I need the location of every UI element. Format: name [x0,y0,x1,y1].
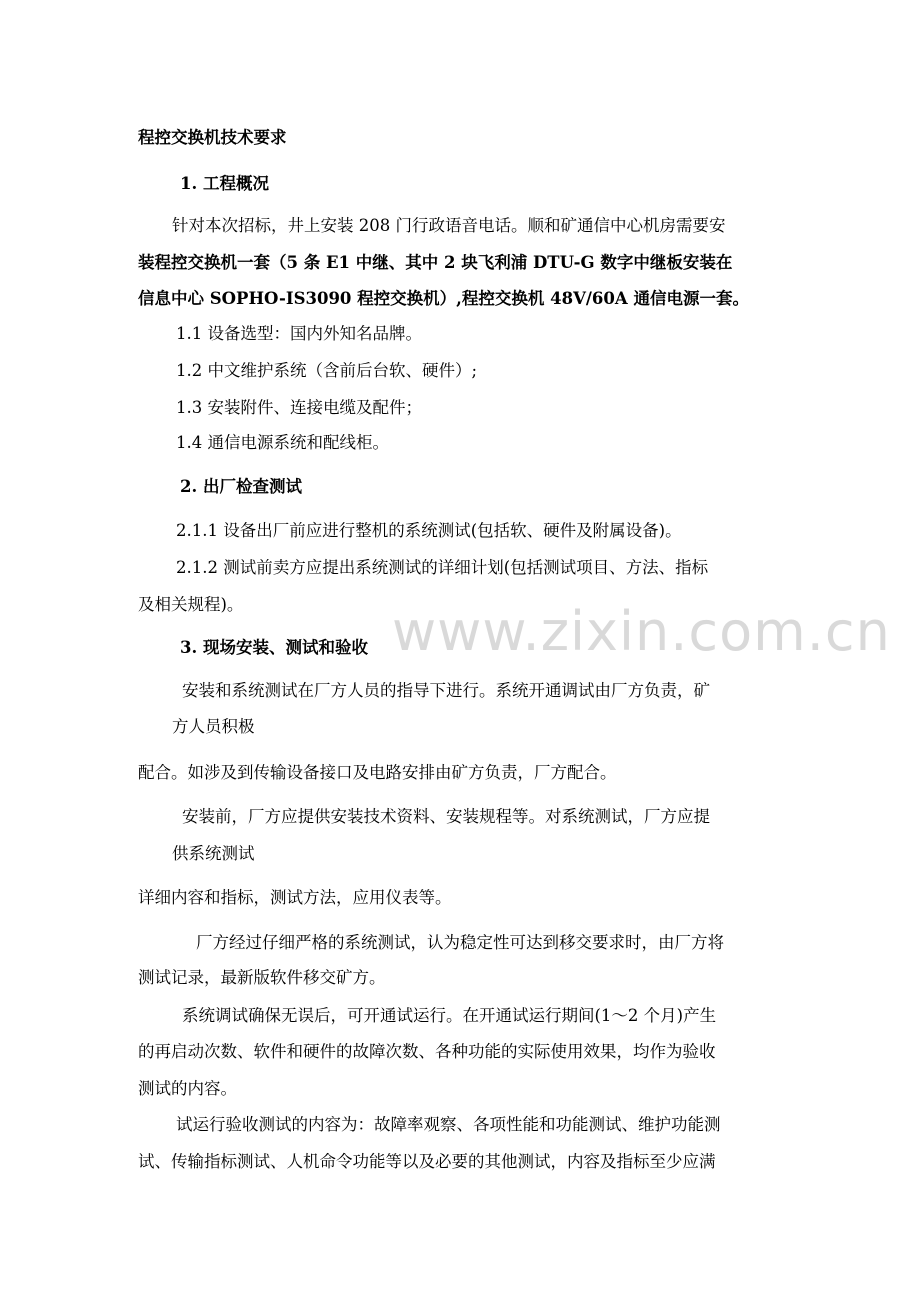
paragraph-3-1-line-1: 安装和系统测试在厂方人员的指导下进行。系统开通调试由厂方负责，矿 [182,681,710,700]
paragraph-3-4-line-1: 系统调试确保无误后，可开通试运行。在开通试运行期间(1～2 个月)产生 [182,1006,717,1025]
paragraph-3-3-line-2: 测试记录，最新版软件移交矿方。 [138,968,386,987]
item-1-3: 1.3 安装附件、连接电缆及配件； [176,398,422,417]
section-3-heading: 3. 现场安装、测试和验收 [180,638,368,657]
paragraph-3-4-line-2: 的再启动次数、软件和硬件的故障次数、各种功能的实际使用效果，均作为验收 [138,1042,716,1061]
paragraph-1-line-2: 装程控交换机一套（5 条 E1 中继、其中 2 块飞利浦 DTU-G 数字中继板安装在 [138,253,733,272]
paragraph-3-2-line-1: 安装前，厂方应提供安装技术资料、安装规程等。对系统测试，厂方应提 [182,807,710,826]
paragraph-3-5-line-2: 试、传输指标测试、人机命令功能等以及必要的其他测试，内容及指标至少应满 [138,1152,716,1171]
paragraph-3-5-line-1: 试运行验收测试的内容为：故障率观察、各项性能和功能测试、维护功能测 [176,1115,721,1134]
paragraph-3-2-line-2: 供系统测试 [172,844,255,863]
paragraph-1-line-3: 信息中心 SOPHO-IS3090 程控交换机）,程控交换机 48V/60A 通信电源一套。 [138,289,749,308]
item-1-2: 1.2 中文维护系统（含前后台软、硬件）; [176,361,478,380]
paragraph-3-1-line-3: 配合。如涉及到传输设备接口及电路安排由矿方负责，厂方配合。 [138,763,617,782]
item-1-4: 1.4 通信电源系统和配线柜。 [176,433,389,452]
item-2-1-2-line-1: 2.1.2 测试前卖方应提出系统测试的详细计划(包括测试项目、方法、指标 [176,558,709,577]
item-2-1-2-line-2: 及相关规程)。 [138,595,244,614]
section-2-heading: 2. 出厂检查测试 [180,477,302,496]
watermark: www.zixin.com.cn [392,600,891,663]
paragraph-3-3-line-1: 厂方经过仔细严格的系统测试，认为稳定性可达到移交要求时，由厂方将 [196,933,724,952]
paragraph-3-1-line-2: 方人员积极 [172,717,255,736]
paragraph-3-2-line-3: 详细内容和指标，测试方法，应用仪表等。 [138,888,452,907]
paragraph-1-line-1: 针对本次招标，井上安装 208 门行政语音电话。顺和矿通信中心机房需要安 [172,216,726,235]
item-1-1: 1.1 设备选型：国内外知名品牌。 [176,324,422,343]
section-1-heading: 1. 工程概况 [180,174,269,193]
paragraph-3-4-line-3: 测试的内容。 [138,1079,237,1098]
document-title: 程控交换机技术要求 [138,128,287,147]
item-2-1-1: 2.1.1 设备出厂前应进行整机的系统测试(包括软、硬件及附属设备)。 [176,521,682,540]
